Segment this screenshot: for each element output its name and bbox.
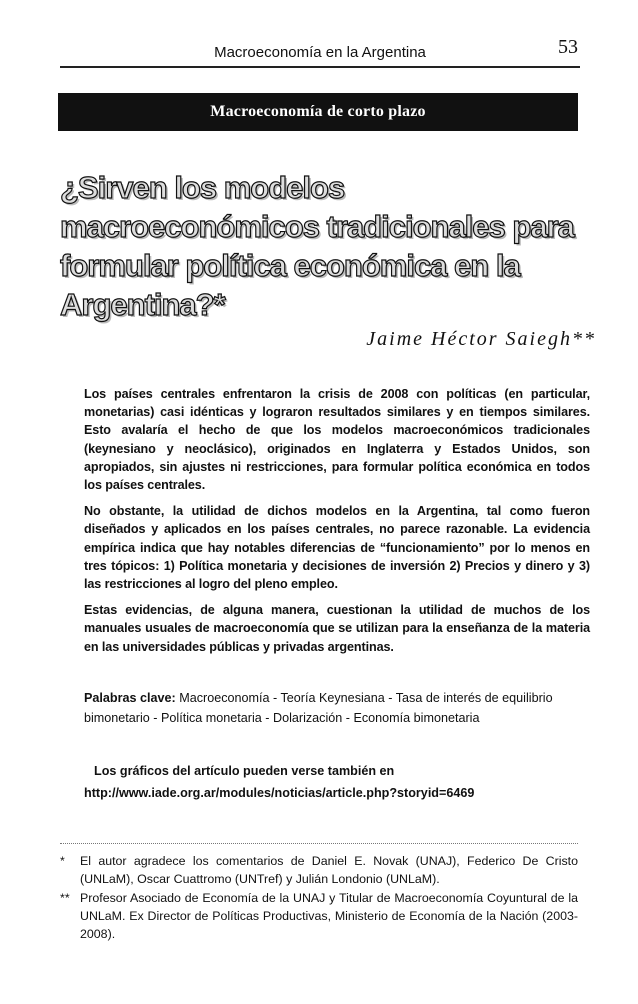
footnote xyxy=(60,889,578,943)
footnote-mark: * xyxy=(60,854,65,868)
keywords-label: Palabras clave: xyxy=(84,691,176,705)
article-title: ¿Sirven los modelos macroeconómicos tradicionales para formular política económica en la Argentina?* xyxy=(60,170,574,322)
footnote-mark: ** xyxy=(60,891,70,905)
keywords xyxy=(84,688,590,728)
footnote-text: Profesor Asociado de Economía de la UNAJ y Titular de Macroeconomía Coyuntural de la UNLaM. Ex Director de Políticas Productivas, Ministerio de Economía de la Nación (2003-2008). xyxy=(80,891,578,941)
page-number: 53 xyxy=(558,36,578,58)
abstract-paragraph: Los países centrales enfrentaron la crisis de 2008 con políticas (en particular, monetarias) casi idénticas y lograron resultados similares y en tiempos similares. Esto avalaría el hecho de que los modelos macroeconómicos tradicionales (keynesiano y neoclásico), originados en Inglaterra y Estados Unidos, son apropiados, sin ajustes ni restricciones, para formular política económica en todos los países centrales. xyxy=(84,387,590,493)
section-banner: Macroeconomía de corto plazo xyxy=(58,93,578,131)
running-title: Macroeconomía en la Argentina xyxy=(214,44,426,61)
keywords-text: Macroeconomía - Teoría Keynesiana - Tasa de interés de equilibrio bimonetario - Política monetaria - Dolarización - Economía bimonetaria xyxy=(84,691,553,725)
abstract-paragraph: Estas evidencias, de alguna manera, cuestionan la utilidad de muchos de los manuales usuales de macroeconomía que se utilizan para la enseñanza de la materia en las universidades públicas y privadas argentinas. xyxy=(84,603,590,654)
author-name: Jaime Héctor Saiegh** xyxy=(366,328,596,350)
footnote-divider xyxy=(60,843,578,844)
graphics-note-text: Los gráficos del artículo pueden verse también en xyxy=(94,764,395,778)
graphics-note xyxy=(84,760,590,804)
abstract-paragraph: No obstante, la utilidad de dichos modelos en la Argentina, tal como fueron diseñados y aplicados en los países centrales, no parece razonable. La evidencia empírica indica que hay notables diferencias de “funcionamiento” por lo menos en tres tópicos: 1) Política monetaria y decisiones de inversión 2) Precios y dinero y 3) las restricciones al logro del pleno empleo. xyxy=(84,504,590,592)
graphics-note-url: http://www.iade.org.ar/modules/noticias/article.php?storyid=6469 xyxy=(84,786,475,800)
abstract xyxy=(84,385,590,664)
footnote xyxy=(60,852,578,888)
footnote-text: El autor agradece los comentarios de Daniel E. Novak (UNAJ), Federico De Cristo (UNLaM), Oscar Cuattromo (UNTref) y Julián Londonio (UNLaM). xyxy=(80,854,578,886)
running-header xyxy=(60,30,580,68)
footnotes xyxy=(60,852,578,944)
